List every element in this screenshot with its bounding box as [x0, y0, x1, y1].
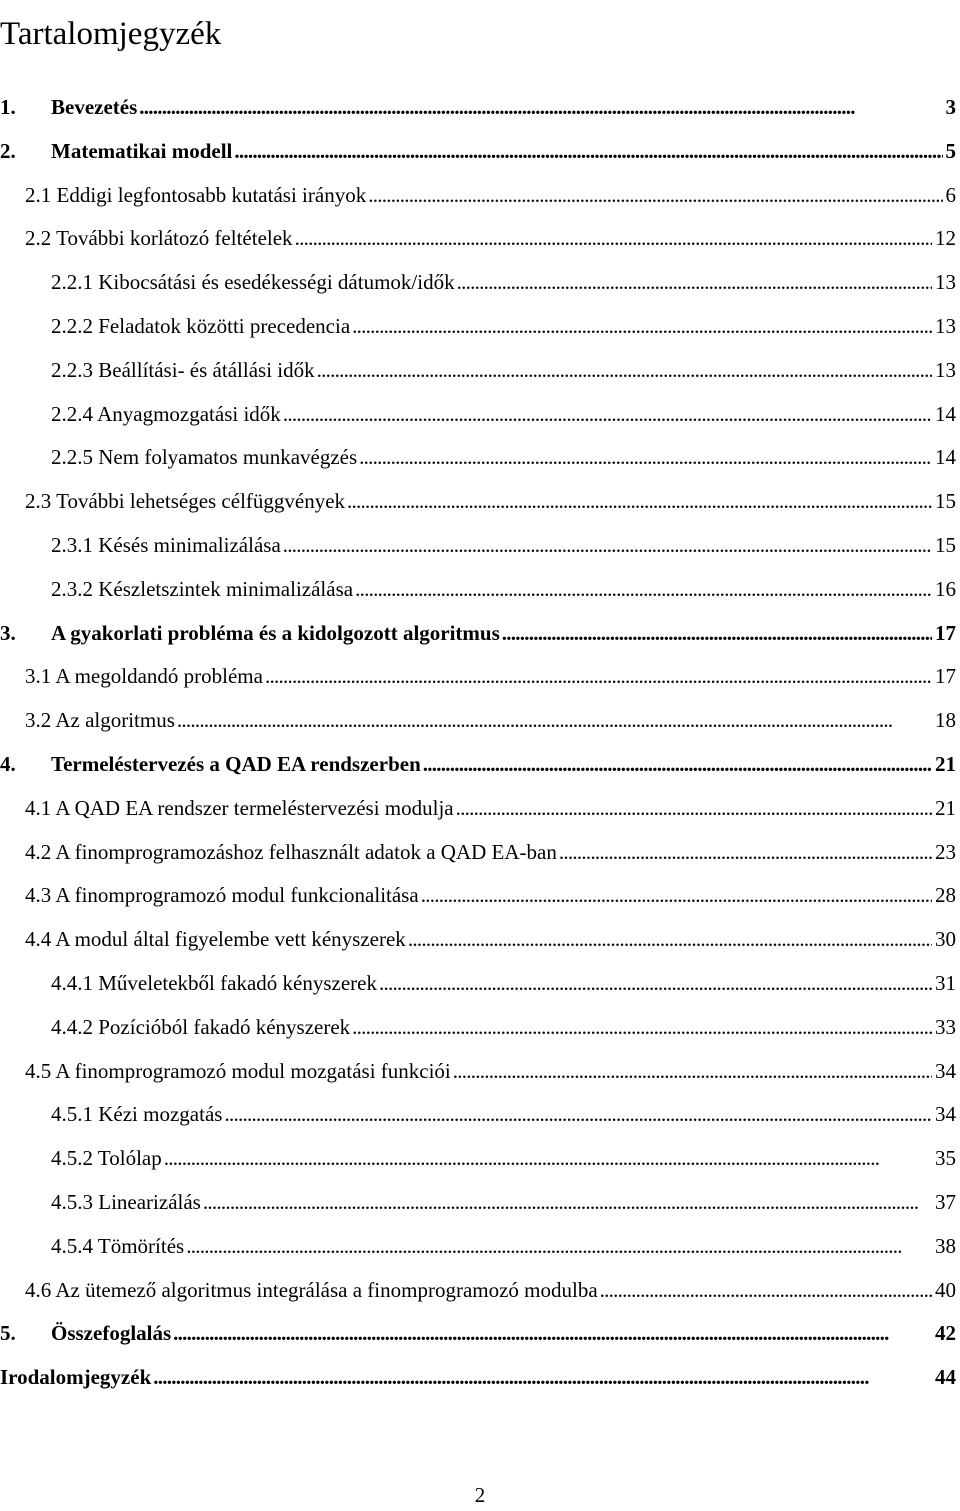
toc-entry-page: 21 [935, 752, 956, 776]
toc-entry-title: 4.5.4 Tömörítés [51, 1233, 185, 1258]
dot-leader [164, 1143, 932, 1173]
toc-entry-page: 35 [935, 1146, 956, 1171]
toc-entry[interactable] [0, 136, 956, 166]
toc-entry-title: 2.2.1 Kibocsátási és esedékességi dátumok/idők [51, 270, 455, 295]
toc-entry[interactable] [0, 749, 956, 779]
dot-leader [457, 267, 932, 297]
toc-entry-page: 3 [945, 95, 956, 119]
toc-entry[interactable] [0, 793, 956, 823]
toc-entry-number: 5. [0, 1321, 16, 1346]
toc-entry-title: 4.6 Az ütemező algoritmus integrálása a finomprogramozó modulba [25, 1277, 598, 1302]
toc-entry[interactable] [0, 442, 956, 472]
toc-entry-title: 3.2 Az algoritmus [25, 708, 175, 733]
toc-entry[interactable] [0, 661, 956, 691]
toc-entry-page: 30 [935, 927, 956, 952]
toc-entry-page: 6 [945, 182, 956, 207]
dot-leader [453, 1056, 932, 1086]
toc-entry-page: 40 [935, 1277, 956, 1302]
toc-entry[interactable] [0, 924, 956, 954]
dot-leader [283, 530, 932, 560]
toc-entry-title: Termeléstervezés a QAD EA rendszerben [51, 752, 421, 776]
toc-entry[interactable] [0, 355, 956, 385]
toc-entry-title: 3.1 A megoldandó probléma [25, 664, 263, 689]
toc-entry-page: 33 [935, 1014, 956, 1039]
toc-entry-title: 4.5.2 Tolólap [51, 1146, 162, 1171]
toc-entry-title: 4.5.3 Linearizálás [51, 1190, 201, 1214]
toc-entry[interactable] [0, 486, 956, 516]
dot-leader [355, 574, 932, 604]
dot-leader [177, 705, 932, 735]
toc-entry[interactable] [0, 1012, 956, 1042]
dot-leader [203, 1187, 932, 1217]
toc-entry-title: 4.2 A finomprogramozáshoz felhasznált adatok a QAD EA-ban [25, 839, 557, 864]
toc-entry-page: 21 [935, 795, 956, 820]
toc-entry-title: 2.2.4 Anyagmozgatási idők [51, 401, 281, 426]
dot-leader [347, 486, 932, 516]
toc-entry-page: 13 [935, 270, 956, 295]
toc-entry[interactable] [0, 399, 956, 429]
toc-entry-title: 2.3.2 Készletszintek minimalizálása [51, 576, 354, 601]
dot-leader [359, 442, 932, 472]
dot-leader [224, 1099, 932, 1129]
toc-entry-page: 16 [935, 576, 956, 601]
toc-entry-title: 2.3.1 Késés minimalizálása [51, 533, 281, 557]
dot-leader [265, 661, 932, 691]
toc-entry-title: 2.2.3 Beállítási- és átállási idők [51, 357, 315, 382]
dot-leader [502, 618, 932, 648]
page-title: Tartalomjegyzék [0, 16, 222, 53]
toc-entry-number: 3. [0, 620, 16, 645]
toc-entry-title: 2.2 További korlátozó feltételek [25, 226, 293, 251]
toc-entry-page: 37 [935, 1190, 956, 1214]
toc-entry-page: 15 [935, 533, 956, 557]
dot-leader [379, 968, 932, 998]
toc-entry[interactable] [0, 574, 956, 604]
dot-leader [317, 355, 932, 385]
toc-entry[interactable] [0, 1231, 956, 1261]
toc-entry[interactable] [0, 267, 956, 297]
toc-entry-title: A gyakorlati probléma és a kidolgozott algoritmus [51, 620, 500, 645]
toc-entry-number: 4. [0, 752, 16, 776]
dot-leader [600, 1275, 932, 1305]
dot-leader [421, 880, 932, 910]
dot-leader [283, 399, 932, 429]
dot-leader [408, 924, 932, 954]
toc-entry[interactable] [0, 968, 956, 998]
toc-entry[interactable] [0, 837, 956, 867]
toc-entry-page: 23 [935, 839, 956, 864]
toc-entry-title: 4.1 A QAD EA rendszer termeléstervezési modulja [25, 795, 454, 820]
dot-leader [153, 1362, 932, 1392]
toc-entry[interactable] [0, 1187, 956, 1217]
toc-entry-title: 4.5 A finomprogramozó modul mozgatási funkciói [25, 1058, 451, 1083]
dot-leader [295, 223, 932, 253]
toc-entry-title: Bevezetés [51, 95, 138, 119]
toc-entry-title: 4.4 A modul által figyelembe vett kényszerek [25, 927, 406, 952]
dot-leader [352, 311, 932, 341]
dot-leader [368, 180, 942, 210]
dot-leader [173, 1318, 932, 1348]
toc-entry-title: 2.2.5 Nem folyamatos munkavégzés [51, 445, 358, 470]
toc-entry[interactable] [0, 1099, 956, 1129]
toc-entry-title: Irodalomjegyzék [0, 1365, 152, 1390]
toc-entry[interactable] [0, 180, 956, 210]
toc-entry[interactable] [0, 1275, 956, 1305]
toc-entry-title: 2.1 Eddigi legfontosabb kutatási irányok [25, 182, 367, 207]
dot-leader [186, 1231, 932, 1261]
toc-entry[interactable] [0, 705, 956, 735]
toc-entry-title: Matematikai modell [51, 138, 233, 163]
toc-entry-page: 5 [945, 138, 956, 163]
toc-entry-page: 14 [935, 401, 956, 426]
toc-entry-page: 18 [935, 708, 956, 733]
toc-entry-page: 14 [935, 445, 956, 470]
dot-leader [139, 92, 942, 122]
toc-entry-page: 17 [935, 664, 956, 689]
toc-entry-page: 12 [935, 226, 956, 251]
page-number: 2 [474, 1483, 486, 1507]
toc-entry-page: 17 [935, 620, 956, 645]
toc-entry-title: 4.3 A finomprogramozó modul funkcionalitása [25, 883, 419, 908]
toc-entry[interactable] [0, 223, 956, 253]
toc-entry[interactable] [0, 92, 956, 122]
toc-entry-page: 38 [935, 1233, 956, 1258]
dot-leader [423, 749, 932, 779]
dot-leader [234, 136, 942, 166]
dot-leader [352, 1012, 932, 1042]
toc-entry[interactable] [0, 880, 956, 910]
toc-entry[interactable] [0, 1143, 956, 1173]
toc-entry-page: 13 [935, 357, 956, 382]
toc-entry-title: 4.4.2 Pozícióból fakadó kényszerek [51, 1014, 351, 1039]
toc-entry-page: 13 [935, 314, 956, 338]
toc-entry[interactable] [0, 1318, 956, 1348]
toc-entry[interactable] [0, 530, 956, 560]
toc-entry-number: 2. [0, 138, 16, 163]
toc-entry[interactable] [0, 311, 956, 341]
toc-entry-title: 2.3 További lehetséges célfüggvények [25, 489, 346, 514]
toc-entry[interactable] [0, 1362, 956, 1392]
toc-entry-page: 44 [935, 1365, 956, 1390]
toc-entry-number: 1. [0, 95, 16, 119]
toc-entry-title: 4.4.1 Műveletekből fakadó kényszerek [51, 971, 377, 995]
dot-leader [559, 837, 932, 867]
toc-entry-title: 2.2.2 Feladatok közötti precedencia [51, 314, 351, 338]
toc-entry-title: Összefoglalás [51, 1321, 172, 1346]
toc-entry-title: 4.5.1 Kézi mozgatás [51, 1102, 223, 1127]
toc-entry-page: 34 [935, 1058, 956, 1083]
toc-entry[interactable] [0, 1056, 956, 1086]
toc-entry-page: 31 [935, 971, 956, 995]
toc-entry-page: 15 [935, 489, 956, 514]
dot-leader [456, 793, 932, 823]
toc-entry-page: 28 [935, 883, 956, 908]
toc-entry-page: 42 [935, 1321, 956, 1346]
toc-entry-page: 34 [935, 1102, 956, 1127]
toc-entry[interactable] [0, 618, 956, 648]
